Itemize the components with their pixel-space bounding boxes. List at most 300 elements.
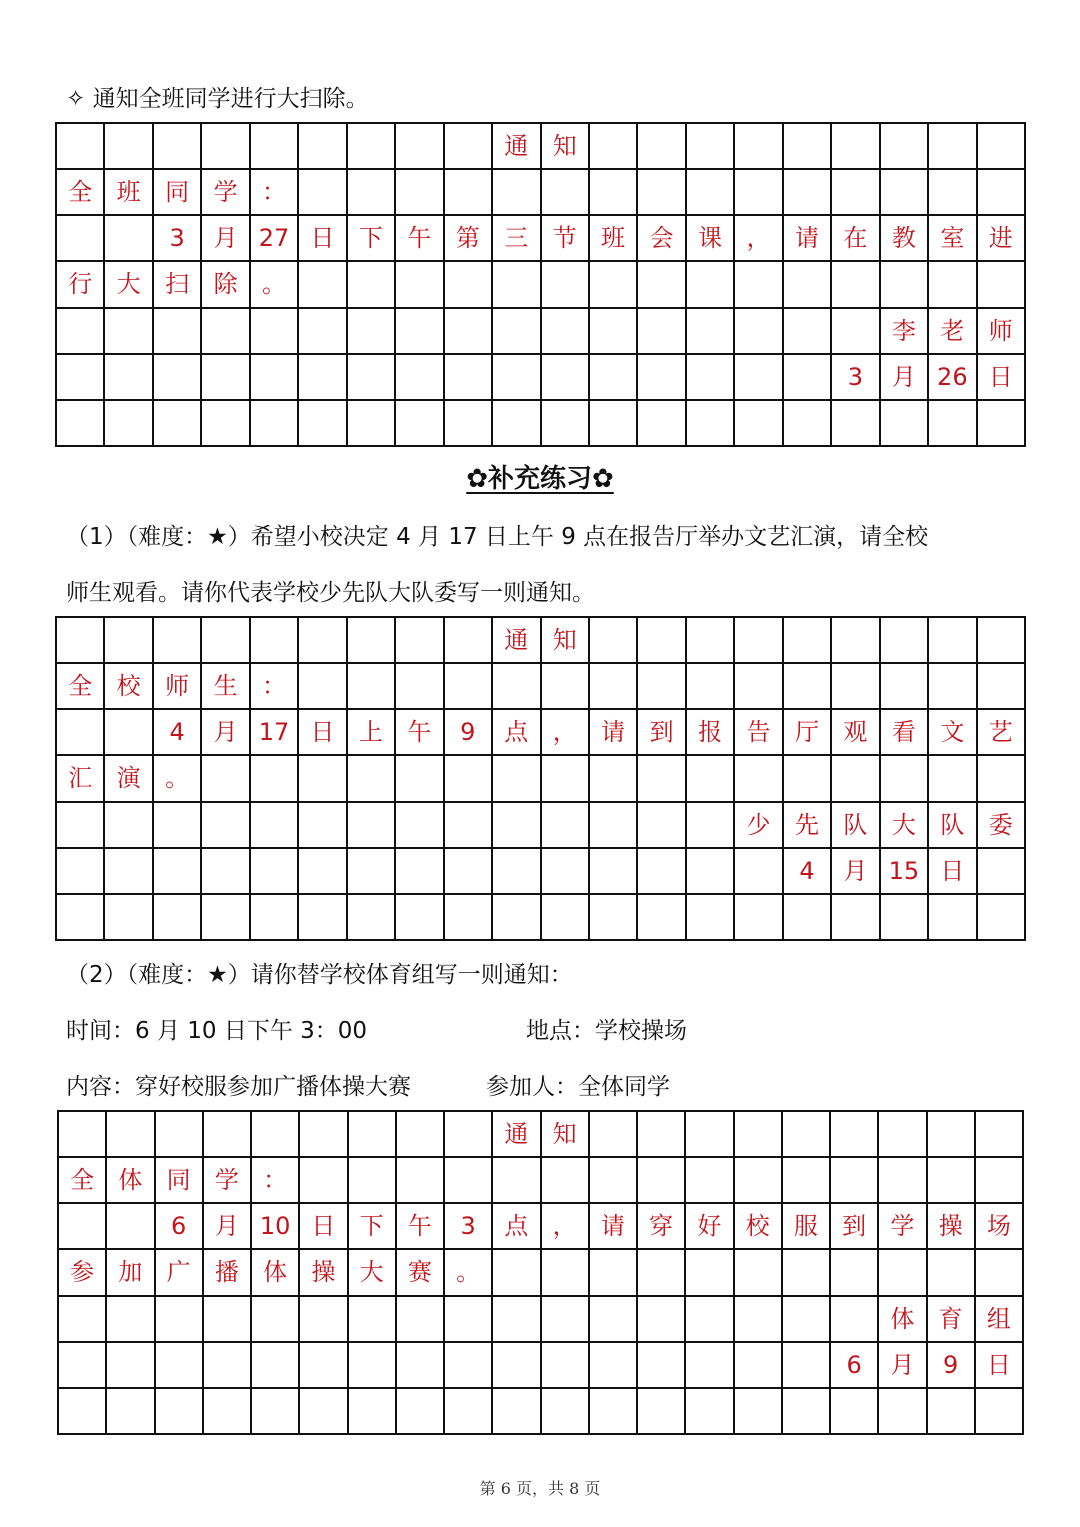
grid-cell [202,355,250,401]
grid-char: 点 [493,1204,541,1250]
grid-cell [396,618,444,664]
grid-cell [299,803,347,849]
grid-char: 10 [252,1204,300,1250]
grid-cell [252,1343,300,1389]
grid-cell [976,1112,1024,1158]
grid-cell [831,1250,879,1296]
grid-cell [251,849,299,895]
grid-cell [978,849,1026,895]
grid-char: 校 [735,1204,783,1250]
grid-char: 播 [204,1250,252,1296]
grid-char: 9 [928,1343,976,1389]
grid-cell [832,618,880,664]
grid-cell [638,124,686,170]
grid-cell [445,618,493,664]
grid-cell [57,401,105,447]
grid-cell [299,401,347,447]
grid-char: 通 [493,618,541,664]
exercise1-line2: 师生观看。请你代表学校少先队大队委写一则通知。 [66,580,595,606]
grid-cell [445,664,493,710]
grid-cell [57,710,105,756]
grid-cell [735,1250,783,1296]
grid-cell [687,849,735,895]
grid-cell [687,618,735,664]
grid-cell [59,1389,107,1435]
grid-cell [879,1112,927,1158]
grid-char: 老 [929,309,977,355]
grid-cell [299,262,347,308]
grid-cell [202,309,250,355]
grid-cell [493,1389,541,1435]
grid-cell [978,170,1026,216]
grid-cell [59,1112,107,1158]
grid-cell [735,664,783,710]
grid-char: 三 [493,216,541,262]
grid-char: 午 [397,1204,445,1250]
grid-char: 上 [348,710,396,756]
grid-char: 大 [881,803,929,849]
grid-cell [251,309,299,355]
grid-cell [300,1389,348,1435]
grid-cell [928,1250,976,1296]
grid-cell [542,1158,590,1204]
grid-cell [251,124,299,170]
grid-char: 加 [107,1250,155,1296]
grid-char: 看 [881,710,929,756]
grid-char: 4 [154,710,202,756]
grid-cell [929,618,977,664]
grid-cell [251,756,299,802]
grid-char: 告 [735,710,783,756]
grid-char: 组 [976,1297,1024,1343]
grid-cell [784,756,832,802]
grid-cell [638,309,686,355]
grid-char: 午 [396,710,444,756]
grid-cell [57,618,105,664]
grid-cell [784,895,832,941]
grid-cell [832,664,880,710]
grid-cell [832,309,880,355]
grid-cell [493,1250,541,1296]
grid-cell [783,1297,831,1343]
grid-cell [154,401,202,447]
grid-cell [978,401,1026,447]
grid-cell [590,1112,638,1158]
grid-cell [735,401,783,447]
grid-char: 艺 [978,710,1026,756]
grid-char: 穿 [638,1204,686,1250]
grid-cell [638,170,686,216]
grid-cell [154,895,202,941]
grid-cell [687,124,735,170]
grid-cell [252,1297,300,1343]
grid-cell [154,849,202,895]
grid-char: 月 [832,849,880,895]
grid-cell [59,1204,107,1250]
grid-cell [784,355,832,401]
grid-cell [735,618,783,664]
grid-cell [57,803,105,849]
grid-cell [638,756,686,802]
grid-cell [445,849,493,895]
grid-cell [349,1343,397,1389]
grid-char: 3 [832,355,880,401]
grid-cell [252,1112,300,1158]
grid-cell [735,262,783,308]
grid-cell [493,262,541,308]
grid-cell [542,756,590,802]
grid-cell [590,664,638,710]
grid-cell [105,355,153,401]
grid-char: 知 [542,618,590,664]
grid-cell [445,401,493,447]
grid-cell [978,895,1026,941]
grid-cell [735,1112,783,1158]
grid-cell [542,664,590,710]
grid-cell [687,170,735,216]
grid-cell [445,1297,493,1343]
grid-cell [929,401,977,447]
notice-grid-performance [55,616,1026,941]
grid-char: 课 [687,216,735,262]
grid-char: 全 [57,170,105,216]
grid-char: ： [251,170,299,216]
grid-cell [105,124,153,170]
grid-cell [156,1112,204,1158]
grid-cell [154,355,202,401]
exercise2-time: 时间：6 月 10 日下午 3：00 [66,1018,368,1044]
grid-cell [978,124,1026,170]
grid-cell [978,756,1026,802]
grid-cell [445,355,493,401]
grid-char: 汇 [57,756,105,802]
grid-cell [202,849,250,895]
grid-cell [735,1297,783,1343]
grid-char: 。 [445,1250,493,1296]
grid-cell [397,1112,445,1158]
grid-char: 教 [881,216,929,262]
grid-cell [348,124,396,170]
grid-cell [349,1297,397,1343]
grid-cell [638,1389,686,1435]
grid-char: 育 [928,1297,976,1343]
grid-cell [686,1343,734,1389]
grid-cell [204,1389,252,1435]
grid-cell [881,618,929,664]
grid-cell [396,170,444,216]
grid-char: 除 [202,262,250,308]
grid-char: 月 [202,710,250,756]
grid-char: 第 [445,216,493,262]
grid-char: 节 [542,216,590,262]
grid-cell [542,355,590,401]
grid-cell [881,124,929,170]
grid-char: 通 [493,1112,541,1158]
grid-cell [349,1389,397,1435]
grid-cell [590,309,638,355]
grid-cell [590,355,638,401]
grid-cell [397,1158,445,1204]
grid-cell [928,1112,976,1158]
grid-cell [590,1158,638,1204]
grid-cell [978,618,1026,664]
grid-cell [105,710,153,756]
grid-cell [154,618,202,664]
grid-cell [493,756,541,802]
grid-cell [590,401,638,447]
grid-char: 下 [348,216,396,262]
page-footer: 第 6 页，共 8 页 [479,1479,601,1498]
grid-cell [202,756,250,802]
grid-char: 月 [204,1204,252,1250]
grid-cell [59,1343,107,1389]
grid-char: 服 [783,1204,831,1250]
grid-cell [881,895,929,941]
grid-cell [107,1389,155,1435]
grid-cell [590,124,638,170]
grid-cell [784,262,832,308]
grid-cell [542,1389,590,1435]
instruction-text: ✧ 通知全班同学进行大扫除。 [66,86,369,112]
grid-cell [590,849,638,895]
grid-cell [978,664,1026,710]
grid-cell [879,1389,927,1435]
exercise2-place: 地点：学校操场 [526,1018,687,1044]
grid-cell [445,170,493,216]
grid-cell [493,1297,541,1343]
grid-cell [735,170,783,216]
grid-cell [929,895,977,941]
grid-char: 月 [879,1343,927,1389]
grid-char: 。 [154,756,202,802]
grid-cell [735,1343,783,1389]
grid-cell [638,401,686,447]
grid-cell [348,309,396,355]
grid-cell [978,262,1026,308]
grid-cell [107,1343,155,1389]
grid-cell [881,262,929,308]
section-title-text: ✿补充练习✿ [466,464,614,494]
grid-cell [542,309,590,355]
grid-cell [154,124,202,170]
grid-char: 班 [590,216,638,262]
grid-cell [105,849,153,895]
grid-cell [638,664,686,710]
grid-cell [735,124,783,170]
grid-cell [638,895,686,941]
grid-cell [445,262,493,308]
grid-cell [784,170,832,216]
grid-cell [493,355,541,401]
grid-char: 全 [59,1158,107,1204]
grid-cell [879,1158,927,1204]
grid-cell [638,355,686,401]
grid-cell [590,1250,638,1296]
grid-cell [783,1389,831,1435]
exercise2-line1: （2）（难度：★）请你替学校体育组写一则通知： [66,962,573,988]
grid-cell [735,756,783,802]
grid-cell [300,1158,348,1204]
grid-cell [590,1297,638,1343]
grid-cell [542,262,590,308]
grid-cell [204,1297,252,1343]
grid-cell [348,849,396,895]
grid-cell [638,803,686,849]
grid-cell [638,1158,686,1204]
grid-cell [349,1112,397,1158]
grid-cell [784,309,832,355]
grid-cell [57,124,105,170]
grid-cell [638,1112,686,1158]
grid-cell [929,262,977,308]
grid-cell [348,803,396,849]
grid-cell [638,262,686,308]
grid-cell [348,895,396,941]
grid-cell [202,618,250,664]
grid-cell [397,1343,445,1389]
grid-cell [735,849,783,895]
grid-char: 到 [831,1204,879,1250]
grid-cell [204,1343,252,1389]
grid-char: 班 [105,170,153,216]
grid-char: 操 [928,1204,976,1250]
grid-char: 27 [251,216,299,262]
grid-cell [445,895,493,941]
grid-cell [445,1158,493,1204]
grid-cell [784,401,832,447]
grid-char: 3 [445,1204,493,1250]
grid-cell [929,756,977,802]
grid-cell [156,1297,204,1343]
grid-cell [929,124,977,170]
grid-cell [928,1158,976,1204]
grid-cell [493,1158,541,1204]
grid-cell [493,401,541,447]
grid-cell [396,849,444,895]
grid-char: 17 [251,710,299,756]
grid-cell [299,664,347,710]
grid-cell [57,216,105,262]
grid-cell [348,664,396,710]
grid-char: 师 [978,309,1026,355]
grid-char: 到 [638,710,686,756]
grid-cell [57,309,105,355]
grid-cell [542,849,590,895]
grid-cell [349,1158,397,1204]
grid-cell [784,124,832,170]
grid-cell [831,1297,879,1343]
grid-cell [300,1112,348,1158]
grid-cell [251,803,299,849]
grid-cell [299,895,347,941]
grid-cell [396,355,444,401]
grid-cell [107,1204,155,1250]
grid-cell [928,1389,976,1435]
grid-cell [735,309,783,355]
grid-cell [493,664,541,710]
grid-char: 进 [978,216,1026,262]
grid-cell [976,1158,1024,1204]
grid-cell [348,756,396,802]
grid-cell [638,1297,686,1343]
grid-cell [542,803,590,849]
grid-char: 在 [832,216,880,262]
grid-cell [348,262,396,308]
grid-char: 学 [204,1158,252,1204]
grid-char: 全 [57,664,105,710]
grid-char: 。 [251,262,299,308]
grid-cell [299,309,347,355]
grid-cell [105,895,153,941]
grid-cell [396,664,444,710]
grid-cell [879,1250,927,1296]
grid-char: ， [542,1204,590,1250]
grid-char: 文 [929,710,977,756]
grid-cell [590,1343,638,1389]
grid-cell [251,618,299,664]
grid-char: 体 [252,1250,300,1296]
exercise2-content: 内容：穿好校服参加广播体操大赛 [66,1074,411,1100]
grid-char: 学 [202,170,250,216]
grid-char: 请 [590,710,638,756]
grid-cell [299,355,347,401]
grid-char: 观 [832,710,880,756]
grid-cell [831,1112,879,1158]
grid-cell [638,618,686,664]
exercise2-participants: 参加人：全体同学 [486,1074,670,1100]
grid-cell [493,895,541,941]
grid-char: 赛 [397,1250,445,1296]
grid-cell [204,1112,252,1158]
grid-cell [638,1250,686,1296]
grid-char: 月 [881,355,929,401]
grid-cell [686,1112,734,1158]
grid-char: 4 [784,849,832,895]
grid-cell [832,262,880,308]
grid-cell [57,355,105,401]
grid-char: 生 [202,664,250,710]
grid-cell [252,1389,300,1435]
grid-cell [107,1297,155,1343]
grid-char: 月 [202,216,250,262]
grid-cell [687,803,735,849]
grid-cell [542,895,590,941]
grid-char: 点 [493,710,541,756]
grid-cell [493,309,541,355]
grid-cell [202,803,250,849]
grid-cell [735,895,783,941]
grid-cell [542,401,590,447]
grid-cell [638,849,686,895]
grid-char: 队 [929,803,977,849]
grid-cell [590,1389,638,1435]
grid-char: 6 [831,1343,879,1389]
grid-cell [105,309,153,355]
grid-char: ， [542,710,590,756]
grid-char: 操 [300,1250,348,1296]
grid-char: 会 [638,216,686,262]
grid-char: 日 [929,849,977,895]
grid-cell [687,262,735,308]
grid-cell [299,849,347,895]
grid-cell [832,756,880,802]
grid-cell [154,309,202,355]
grid-cell [831,1158,879,1204]
grid-cell [299,756,347,802]
grid-cell [299,170,347,216]
grid-cell [251,401,299,447]
grid-char: 请 [590,1204,638,1250]
